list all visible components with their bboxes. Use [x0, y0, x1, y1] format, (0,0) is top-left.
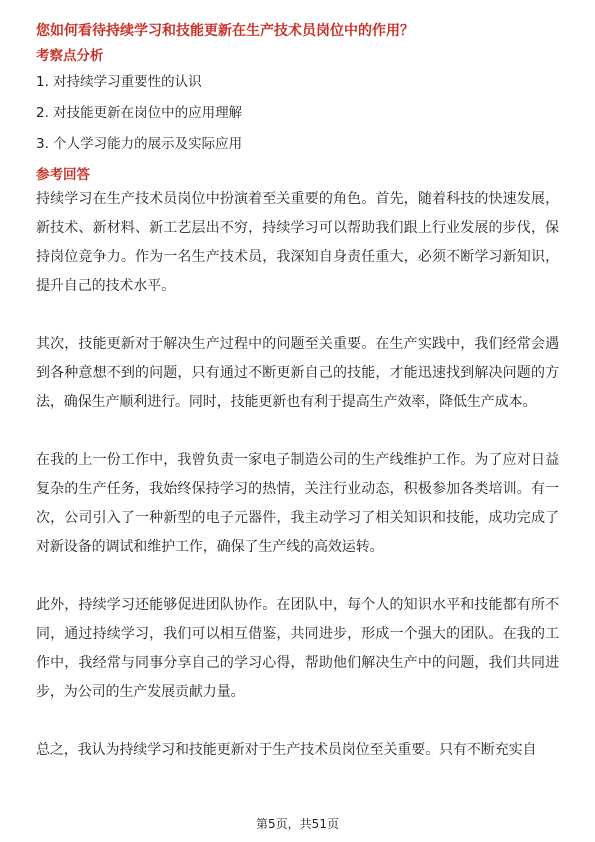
document-page — [36, 20, 559, 765]
answer-paragraph: 在我的上一份工作中，我曾负责一家电子制造公司的生产线维护工作。为了应对日益复杂的生产任务，我始终保持学习的热情，关注行业动态，积极参加各类培训。有一次，公司引入了一种新型的电子元器件，我主动学习了相关知识和技能，成功完成了对新设备的调试和维护工作，确保了生产线的高效运转。 — [36, 452, 559, 555]
answer-paragraph: 持续学习在生产技术员岗位中扮演着至关重要的角色。首先，随着科技的快速发展，新技术、新材料、新工艺层出不穷，持续学习可以帮助我们跟上行业发展的步伐，保持岗位竞争力。作为一名生产技术员，我深知自身责任重大，必须不断学习新知识，提升自己的技术水平。 — [36, 191, 559, 294]
answer-paragraph: 总之，我认为持续学习和技能更新对于生产技术员岗位至关重要。只有不断充实自 — [36, 742, 537, 758]
analysis-heading: 考察点分析 — [36, 48, 104, 64]
answer-paragraph: 此外，持续学习还能够促进团队协作。在团队中，每个人的知识水平和技能都有所不同，通过持续学习，我们可以相互借鉴，共同进步，形成一个强大的团队。在我的工作中，我经常与同事分享自己的学习心得，帮助他们解决生产中的问题，我们共同进步，为公司的生产发展贡献力量。 — [36, 597, 559, 700]
analysis-point: 3. 个人学习能力的展示及实际应用 — [36, 136, 243, 152]
answer-heading: 参考回答 — [36, 167, 90, 183]
answer-paragraph: 其次，技能更新对于解决生产过程中的问题至关重要。在生产实践中，我们经常会遇到各种意想不到的问题，只有通过不断更新自己的技能，才能迅速找到解决问题的方法，确保生产顺利进行。同时，技能更新也有利于提高生产效率，降低生产成本。 — [36, 336, 559, 410]
analysis-points — [36, 72, 559, 154]
analysis-point: 2. 对技能更新在岗位中的应用理解 — [36, 105, 243, 121]
analysis-point: 1. 对持续学习重要性的认识 — [36, 74, 202, 90]
page-number: 第5页，共51页 — [256, 817, 339, 831]
question-title: 您如何看待持续学习和技能更新在生产技术员岗位中的作用？ — [36, 23, 414, 39]
